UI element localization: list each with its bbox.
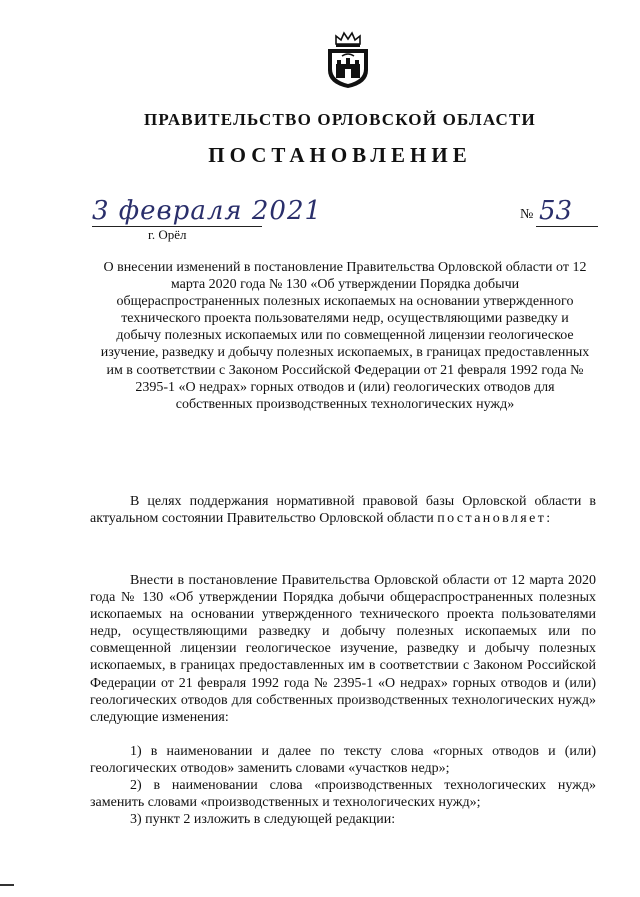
preamble-paragraph (90, 493, 596, 527)
government-title: ПРАВИТЕЛЬСТВО ОРЛОВСКОЙ ОБЛАСТИ (144, 110, 536, 129)
city-label: г. Орёл (148, 227, 187, 242)
resolution-word: постановляет: (437, 511, 553, 527)
coat-of-arms-icon (322, 30, 374, 90)
document-type-title: ПОСТАНОВЛЕНИЕ (208, 143, 472, 167)
amendment-item-1: 1) в наименовании и далее по тексту слова «горных отводов и (или) геологических отводов» заменить словами «участков недр»; (90, 744, 596, 777)
preamble-text: В целях поддержания нормативной правовой базы Орловской области в актуальном состоянии Правительство Орловской области (90, 494, 596, 527)
number-underline (536, 226, 598, 227)
document-subject: О внесении изменений в постановление Правительства Орловской области от 12 марта 2020 года № 130 «Об утверждении Порядка добычи общераспространенных полезных ископаемых на основании утвержденного технического проекта пользователями недр, осуществляющими разведку и добычу полезных ископаемых или по совмещенной лицензии геологическое изучение, разведку и добычу полезных ископаемых, в границах предоставленных им в соответствии с Законом Российской Федерации от 21 февраля 1992 года № 2395-1 «О недрах» горных отводов и (или) геологических отводов для собственных производственных технологических нужд» (100, 260, 590, 412)
amendment-paragraph: Внести в постановление Правительства Орловской области от 12 марта 2020 года № 130 «Об утверждении Порядка добычи общераспространенных полезных ископаемых на основании утвержденного технического проекта пользователями недр, осуществляющими разведку и добычу полезных ископаемых или по совмещенной лицензии геологическое изучение, разведку и добычу полезных ископаемых, в границах предоставленных им в соответствии с Законом Российской Федерации от 21 февраля 1992 года № 2395-1 «О недрах» горных отводов и (или) геологических отводов для собственных производственных технологических нужд» следующие изменения: (90, 573, 596, 725)
handwritten-date: 3 февраля 2021 (92, 196, 323, 226)
number-label: № (520, 207, 534, 222)
amendment-item-2: 2) в наименовании слова «производственных технологических нужд» заменить словами «производственных и технологических нужд»; (90, 778, 596, 811)
handwritten-number: 53 (539, 196, 573, 226)
page-edge-mark (0, 884, 14, 886)
amendment-item-3: 3) пункт 2 изложить в следующей редакции: (130, 812, 396, 827)
